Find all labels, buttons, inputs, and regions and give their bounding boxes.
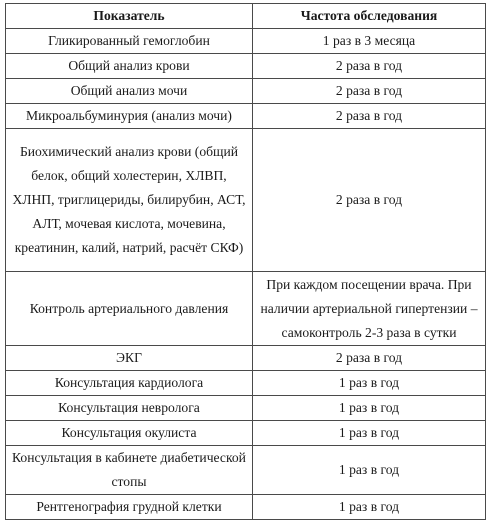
table-row [6,495,486,520]
row-indicator: Консультация окулиста [6,421,253,446]
row-frequency: 2 раза в год [253,346,486,371]
header-frequency: Частота обследования [253,4,486,29]
table-row [6,104,486,129]
table-row [6,79,486,104]
row-frequency: 1 раз в год [253,371,486,396]
table-row [6,54,486,79]
header-indicator: Показатель [6,4,253,29]
table-row [6,272,486,346]
row-frequency: 1 раз в год [253,495,486,520]
table-header-row [6,4,486,29]
table-row [6,129,486,272]
row-indicator: Гликированный гемоглобин [6,29,253,54]
row-frequency: 1 раз в год [253,396,486,421]
row-indicator: ЭКГ [6,346,253,371]
row-frequency: 2 раза в год [253,129,486,272]
row-indicator: Общий анализ крови [6,54,253,79]
row-frequency: 2 раза в год [253,79,486,104]
table-row [6,421,486,446]
table-row [6,29,486,54]
examination-schedule-table [5,3,486,520]
row-indicator: Консультация невролога [6,396,253,421]
row-indicator: Биохимический анализ крови (общий белок, общий холестерин, ХЛВП, ХЛНП, триглицериды, билирубин, АСТ, АЛТ, мочевая кислота, мочевина, креатинин, калий, натрий, расчёт СКФ) [6,129,253,272]
table-row [6,396,486,421]
row-frequency: 2 раза в год [253,104,486,129]
row-indicator: Консультация кардиолога [6,371,253,396]
row-frequency: При каждом посещении врача. При наличии артериальной гипертензии – самоконтроль 2-3 раза в сутки [253,272,486,346]
table-row [6,346,486,371]
row-frequency: 1 раз в год [253,446,486,495]
row-frequency: 2 раза в год [253,54,486,79]
table-row [6,371,486,396]
row-frequency: 1 раз в 3 месяца [253,29,486,54]
row-indicator: Рентгенография грудной клетки [6,495,253,520]
table-row [6,446,486,495]
row-indicator: Общий анализ мочи [6,79,253,104]
row-indicator: Консультация в кабинете диабетической стопы [6,446,253,495]
row-indicator: Микроальбуминурия (анализ мочи) [6,104,253,129]
row-indicator: Контроль артериального давления [6,272,253,346]
row-frequency: 1 раз в год [253,421,486,446]
